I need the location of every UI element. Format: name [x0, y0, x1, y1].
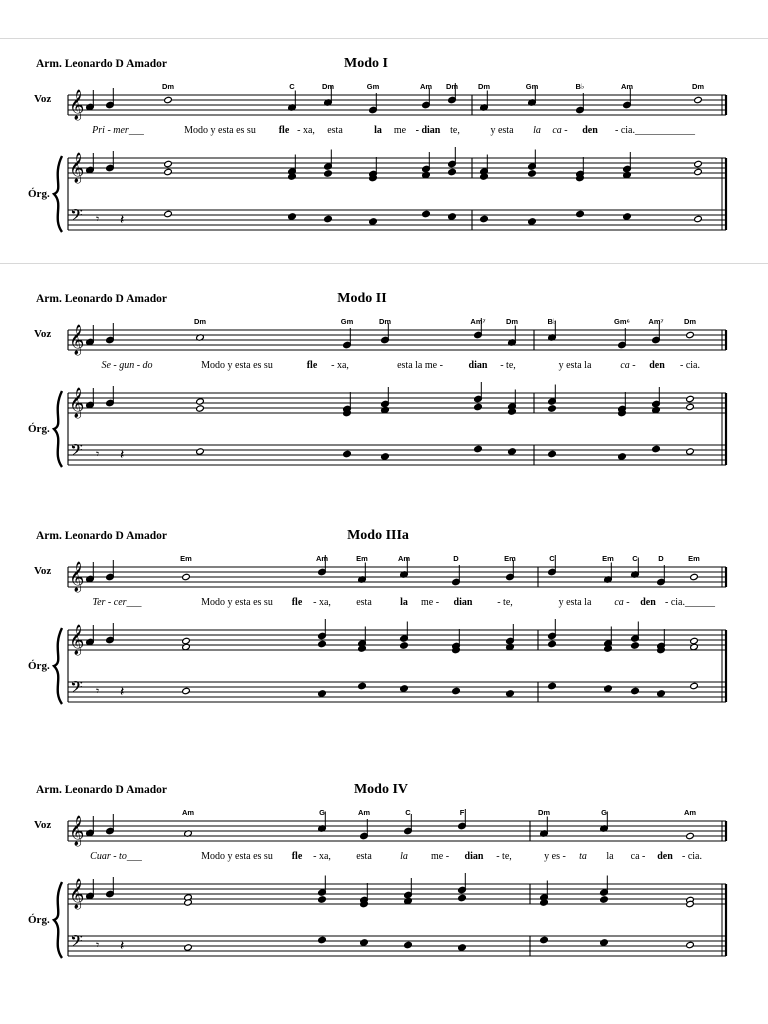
lyric-syllable: - te, — [500, 360, 516, 371]
voice-note — [324, 86, 333, 107]
organ-treble-note — [474, 382, 483, 403]
lyric-syllable: Modo y esta es su — [201, 597, 273, 608]
lyric-syllable: la — [374, 125, 382, 136]
voice-note — [474, 318, 483, 339]
voice-note — [106, 814, 115, 835]
chord-symbol: Am — [620, 82, 634, 91]
voice-note — [623, 88, 632, 109]
organ-bass-note — [343, 450, 352, 457]
organ-treble-note — [458, 894, 467, 901]
organ-bass-note — [369, 218, 378, 225]
voice-note — [288, 91, 297, 112]
treble-clef-icon: 𝄞 — [69, 816, 85, 846]
organ-bass-note — [324, 215, 333, 222]
organ-treble-note — [448, 168, 457, 175]
organ-label: Órg. — [28, 660, 50, 672]
organ-treble-note — [576, 157, 585, 178]
organ-treble-note — [422, 152, 431, 173]
organ-final-barline — [722, 884, 726, 956]
voice-staff — [68, 567, 726, 587]
organ-bass-note — [690, 682, 699, 689]
voice-note — [480, 91, 489, 112]
organ-treble-note — [528, 150, 537, 171]
chord-symbol: D — [453, 554, 459, 563]
chord-symbol: Am — [683, 808, 697, 817]
organ-treble-note — [318, 896, 327, 903]
organ-treble-note — [196, 405, 205, 412]
organ-bass-note — [318, 936, 327, 943]
bass-clef-icon: 𝄢 — [70, 677, 83, 701]
organ-treble-note — [506, 624, 515, 645]
organ-bass-note — [358, 682, 367, 689]
organ-bass-note — [686, 448, 695, 455]
organ-treble-note — [369, 157, 378, 178]
lyric-syllable: - xa, — [313, 597, 331, 608]
lyric-syllable: Modo y esta es su — [201, 360, 273, 371]
arranger-credit: Arm. Leonardo D Amador — [36, 293, 167, 305]
chord-symbol: Dm — [445, 82, 459, 91]
staff-system — [0, 522, 768, 762]
organ-treble-note — [182, 637, 191, 644]
organ-treble-note — [164, 168, 173, 175]
lyric-syllable: me - — [430, 851, 450, 862]
chord-symbol: C — [405, 808, 411, 817]
arranger-credit: Arm. Leonardo D Amador — [36, 530, 167, 542]
voice-note — [600, 812, 609, 833]
voice-note — [106, 560, 115, 581]
chord-symbol: Em — [688, 554, 700, 563]
voice-note — [404, 814, 413, 835]
voice-note — [452, 565, 461, 586]
lyric-syllable: den — [649, 360, 665, 371]
treble-clef-icon: 𝄞 — [69, 388, 85, 418]
voice-note — [318, 812, 327, 833]
lyric-syllable: te, — [450, 125, 460, 136]
chord-symbol: G — [601, 808, 607, 817]
lyric-syllable: Ter - cer___ — [92, 597, 142, 608]
chord-symbol: Am — [181, 808, 195, 817]
organ-bass-note — [604, 685, 613, 692]
treble-clef-icon: 𝄞 — [69, 625, 85, 655]
organ-brace — [54, 882, 62, 958]
lyric-syllable: - xa, — [313, 851, 331, 862]
bass-clef-icon: 𝄢 — [70, 931, 83, 955]
voice-note — [358, 563, 367, 584]
lyric-syllable: - cia. — [680, 360, 700, 371]
voice-note — [343, 328, 352, 349]
lyric-syllable: Modo y esta es su — [201, 851, 273, 862]
lyric-syllable: ca - — [614, 597, 630, 608]
organ-treble-note — [404, 878, 413, 899]
chord-symbol: Dm — [691, 82, 705, 91]
organ-treble-note — [474, 403, 483, 410]
lyric-syllable: esta — [327, 125, 343, 136]
eighth-rest-icon: 𝄾 — [96, 212, 100, 226]
voice-note — [686, 832, 695, 839]
organ-treble-note — [652, 387, 661, 408]
voice-note — [106, 88, 115, 109]
organ-treble-note — [631, 622, 640, 643]
mode-section — [0, 50, 768, 290]
organ-treble-note — [106, 151, 115, 172]
voice-note — [381, 323, 390, 344]
lyric-syllable: - cia.______ — [665, 597, 715, 608]
mode-title: Modo IV — [353, 782, 409, 797]
organ-bass-note — [318, 690, 327, 697]
quarter-rest-icon: 𝄽 — [120, 938, 125, 954]
voice-note — [360, 819, 369, 840]
chord-symbol: D — [658, 554, 664, 563]
page-divider-1 — [0, 38, 768, 39]
organ-bass-note — [288, 213, 297, 220]
eighth-rest-icon: 𝄾 — [96, 938, 100, 952]
organ-bass-note — [448, 213, 457, 220]
organ-treble-staff — [68, 884, 726, 904]
lyric-syllable: fle — [278, 125, 290, 136]
voice-label: Voz — [34, 819, 52, 831]
organ-final-barline — [722, 630, 726, 702]
lyric-syllable: y esta la — [558, 360, 592, 371]
organ-treble-note — [318, 619, 327, 640]
chord-symbol: F — [459, 808, 465, 817]
organ-bass-note — [686, 941, 695, 948]
chord-symbol: Dm — [378, 317, 392, 326]
chord-symbol: Gm — [525, 82, 539, 91]
lyric-syllable: ta — [579, 851, 587, 862]
lyric-syllable: - xa, — [297, 125, 315, 136]
chord-symbol: Gm — [340, 317, 354, 326]
lyric-syllable: Pri - mer___ — [92, 125, 144, 136]
organ-brace — [54, 628, 62, 704]
voice-note — [690, 573, 699, 580]
voice-label: Voz — [34, 328, 52, 340]
organ-treble-note — [324, 150, 333, 171]
organ-treble-note — [400, 622, 409, 643]
organ-treble-note — [623, 152, 632, 173]
organ-treble-note — [548, 405, 557, 412]
voice-note — [548, 555, 557, 576]
organ-bass-note — [508, 448, 517, 455]
organ-bass-note — [506, 690, 515, 697]
organ-bass-note — [360, 939, 369, 946]
voice-note — [445, 82, 459, 104]
voice-note — [422, 88, 431, 109]
lyric-syllable: dian — [468, 360, 488, 371]
chord-symbol: Dm — [193, 317, 207, 326]
chord-symbol: C — [289, 82, 295, 91]
lyric-syllable: - xa, — [331, 360, 349, 371]
lyric-syllable: ca - — [552, 125, 568, 136]
organ-treble-note — [657, 629, 666, 650]
lyric-syllable: la — [606, 851, 614, 862]
voice-note — [618, 328, 627, 349]
organ-bass-note — [458, 944, 467, 951]
lyric-syllable: esta — [356, 851, 372, 862]
lyric-syllable: me - — [420, 597, 440, 608]
lyric-syllable: y esta — [490, 125, 514, 136]
voice-label: Voz — [34, 565, 52, 577]
lyric-syllable: la — [400, 851, 408, 862]
voice-note — [548, 321, 557, 342]
lyric-syllable: den — [582, 125, 598, 136]
organ-treble-note — [458, 873, 467, 894]
organ-treble-note — [318, 876, 327, 897]
chord-symbol: Am — [357, 808, 371, 817]
chord-symbol: C — [632, 554, 638, 563]
voice-note — [506, 560, 515, 581]
chord-symbol: Am — [419, 82, 433, 91]
mode-title: Modo I — [344, 56, 388, 71]
organ-bass-note — [694, 215, 703, 222]
organ-treble-note — [686, 403, 695, 410]
organ-treble-note — [631, 642, 640, 649]
chord-symbol: B♭ — [575, 82, 585, 91]
lyric-syllable: - te, — [497, 597, 513, 608]
chord-symbol: Dm — [537, 808, 551, 817]
chord-symbol: Em — [602, 554, 614, 563]
staff-system — [0, 776, 768, 1016]
chord-symbol: Gm — [366, 82, 380, 91]
organ-treble-note — [360, 883, 369, 904]
organ-bass-note — [600, 939, 609, 946]
lyric-syllable: y es - — [544, 851, 566, 862]
organ-bass-note — [618, 453, 627, 460]
quarter-rest-icon: 𝄽 — [120, 212, 125, 228]
organ-treble-note — [318, 640, 327, 647]
voice-note — [315, 554, 329, 576]
lyric-syllable: - te, — [496, 851, 512, 862]
voice-note — [686, 331, 695, 338]
voice-note — [694, 96, 703, 103]
quarter-rest-icon: 𝄽 — [120, 447, 125, 463]
voice-label: Voz — [34, 93, 52, 105]
treble-clef-icon: 𝄞 — [69, 153, 85, 183]
organ-bass-note — [540, 936, 549, 943]
chord-symbol: Am — [315, 554, 329, 563]
organ-treble-note — [548, 640, 557, 647]
organ-brace — [54, 391, 62, 467]
lyric-syllable: ca - — [620, 360, 636, 371]
voice-note — [458, 809, 467, 830]
organ-treble-staff — [68, 630, 726, 650]
lyric-syllable: fle — [291, 597, 303, 608]
lyric-syllable: y esta la — [558, 597, 592, 608]
chord-symbol: Gm⁶ — [614, 317, 630, 326]
lyric-syllable: - dian — [415, 125, 441, 136]
organ-final-barline — [722, 158, 726, 230]
lyric-syllable: fle — [291, 851, 303, 862]
chord-symbol: Dm — [505, 317, 519, 326]
voice-note — [528, 86, 537, 107]
lyric-syllable: la — [400, 597, 408, 608]
organ-bass-note — [381, 453, 390, 460]
lyric-syllable: esta la me - — [397, 360, 443, 371]
organ-bass-note — [164, 210, 173, 217]
mode-section — [0, 776, 768, 1016]
organ-treble-note — [452, 629, 461, 650]
lyric-syllable: Cuar - to___ — [90, 851, 142, 862]
voice-note — [657, 565, 666, 586]
mode-section — [0, 522, 768, 762]
organ-final-barline — [722, 393, 726, 465]
mode-title: Modo II — [337, 291, 387, 306]
chord-symbol: Em — [356, 554, 368, 563]
organ-bass-staff — [68, 445, 726, 465]
voice-note — [604, 563, 613, 584]
voice-note — [164, 96, 173, 103]
staff-system — [0, 285, 768, 525]
organ-treble-note — [106, 623, 115, 644]
organ-treble-note — [686, 395, 695, 402]
quarter-rest-icon: 𝄽 — [120, 684, 125, 700]
treble-clef-icon: 𝄞 — [69, 562, 85, 592]
voice-staff — [68, 821, 726, 841]
arranger-credit: Arm. Leonardo D Amador — [36, 784, 167, 796]
chord-symbol: Am⁷ — [648, 317, 664, 326]
chord-symbol: Em — [504, 554, 516, 563]
lyric-syllable: fle — [306, 360, 318, 371]
lyric-syllable: den — [640, 597, 656, 608]
bass-clef-icon: 𝄢 — [70, 205, 83, 229]
voice-note — [631, 558, 640, 579]
organ-bass-note — [474, 445, 483, 452]
organ-bass-note — [182, 687, 191, 694]
lyric-syllable: - cia.____________ — [615, 125, 695, 136]
organ-treble-note — [600, 876, 609, 897]
organ-label: Órg. — [28, 423, 50, 435]
voice-note — [182, 573, 191, 580]
organ-bass-note — [400, 685, 409, 692]
treble-clef-icon: 𝄞 — [69, 879, 85, 909]
chord-symbol: G — [319, 808, 325, 817]
organ-bass-note — [528, 218, 537, 225]
lyric-syllable: la — [533, 125, 541, 136]
voice-note — [652, 323, 661, 344]
organ-treble-note — [528, 170, 537, 177]
organ-treble-note — [400, 642, 409, 649]
organ-treble-note — [694, 160, 703, 167]
mode-title: Modo IIIa — [347, 528, 409, 543]
lyric-syllable: ca - — [630, 851, 646, 862]
lyric-syllable: esta — [356, 597, 372, 608]
organ-bass-note — [404, 941, 413, 948]
organ-bass-note — [452, 687, 461, 694]
staff-system — [0, 50, 768, 290]
treble-clef-icon: 𝄞 — [69, 325, 85, 355]
voice-note — [576, 93, 585, 114]
organ-treble-note — [106, 386, 115, 407]
organ-treble-note — [448, 147, 457, 168]
chord-symbol: C — [549, 554, 555, 563]
chord-symbol: Dm — [321, 82, 335, 91]
chord-symbol: Am — [397, 554, 411, 563]
voice-staff — [68, 330, 726, 350]
treble-clef-icon: 𝄞 — [69, 90, 85, 120]
organ-bass-note — [548, 450, 557, 457]
organ-bass-note — [422, 210, 431, 217]
organ-bass-note — [652, 445, 661, 452]
voice-note — [369, 93, 378, 114]
organ-label: Órg. — [28, 188, 50, 200]
organ-treble-note — [548, 619, 557, 640]
organ-treble-note — [600, 896, 609, 903]
organ-bass-note — [657, 690, 666, 697]
organ-treble-note — [324, 170, 333, 177]
bass-clef-icon: 𝄢 — [70, 440, 83, 464]
voice-note — [400, 558, 409, 579]
lyric-syllable: dian — [453, 597, 473, 608]
organ-treble-note — [381, 387, 390, 408]
eighth-rest-icon: 𝄾 — [96, 684, 100, 698]
lyric-syllable: me — [393, 125, 407, 136]
voice-note — [106, 323, 115, 344]
lyric-syllable: Se - gun - do — [101, 360, 153, 371]
chord-symbol: Em — [180, 554, 192, 563]
organ-bass-note — [576, 210, 585, 217]
voice-note — [540, 817, 549, 838]
organ-treble-note — [618, 392, 627, 413]
eighth-rest-icon: 𝄾 — [96, 447, 100, 461]
mode-section — [0, 285, 768, 525]
organ-bass-note — [631, 687, 640, 694]
lyric-syllable: den — [657, 851, 673, 862]
organ-bass-note — [548, 682, 557, 689]
organ-brace — [54, 156, 62, 232]
organ-treble-staff — [68, 393, 726, 413]
chord-symbol: Dm — [477, 82, 491, 91]
organ-treble-note — [694, 168, 703, 175]
organ-treble-note — [164, 160, 173, 167]
chord-symbol: Dm — [683, 317, 697, 326]
organ-bass-staff — [68, 682, 726, 702]
organ-treble-note — [690, 637, 699, 644]
chord-symbol: B♭ — [547, 317, 557, 326]
arranger-credit: Arm. Leonardo D Amador — [36, 58, 167, 70]
organ-treble-note — [548, 385, 557, 406]
voice-note — [508, 326, 517, 347]
organ-bass-staff — [68, 936, 726, 956]
chord-symbol: Dm — [161, 82, 175, 91]
chord-symbol: Am⁷ — [470, 317, 486, 326]
organ-bass-note — [196, 448, 205, 455]
organ-bass-note — [623, 213, 632, 220]
organ-bass-note — [480, 215, 489, 222]
organ-bass-note — [184, 944, 193, 951]
organ-treble-note — [343, 392, 352, 413]
organ-treble-note — [106, 877, 115, 898]
lyric-syllable: dian — [464, 851, 484, 862]
lyric-syllable: - cia. — [682, 851, 702, 862]
organ-treble-note — [196, 398, 205, 405]
lyric-syllable: Modo y esta es su — [184, 125, 256, 136]
organ-label: Órg. — [28, 914, 50, 926]
